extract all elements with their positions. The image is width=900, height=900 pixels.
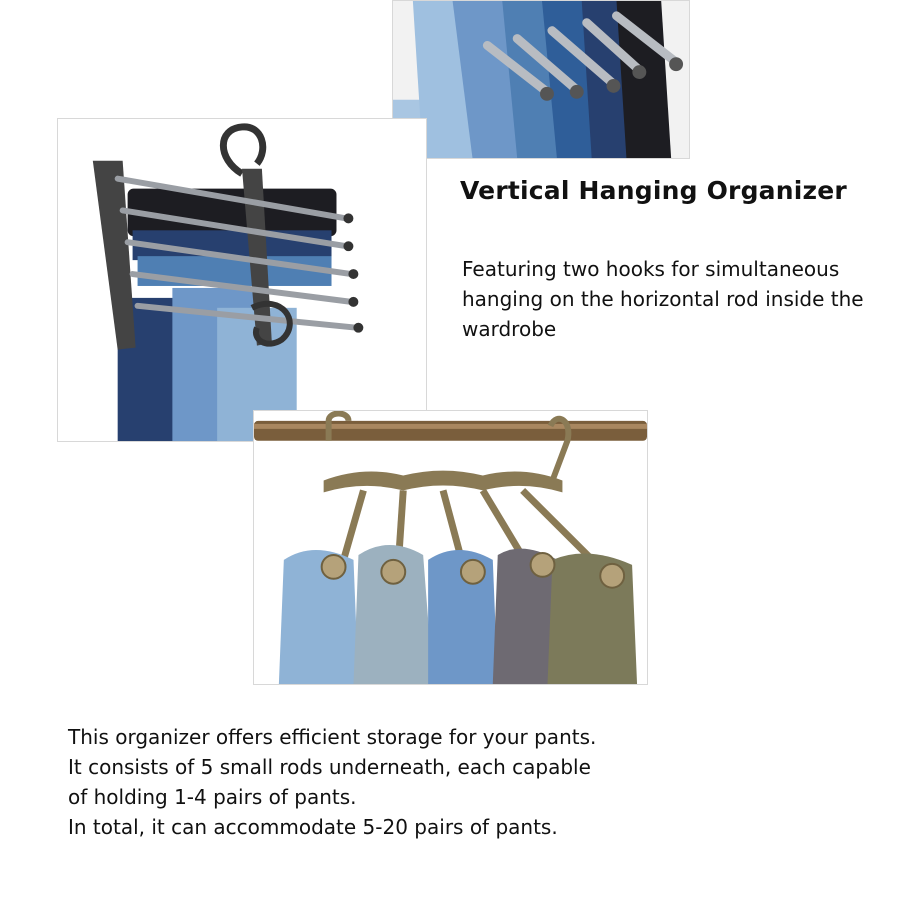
feature-description: Featuring two hooks for simultaneous hanging on the horizontal rod inside the wardrobe [462, 257, 864, 341]
product-photo-rods-closeup [392, 0, 690, 159]
product-photo-bronze-organizer-on-rod [253, 410, 648, 685]
product-title: Vertical Hanging Organizer [460, 176, 847, 205]
product-photo-hanger-with-pants [57, 118, 427, 442]
description-line-4: In total, it can accommodate 5-20 pairs of pants. [68, 815, 558, 839]
description-line-2: It consists of 5 small rods underneath, each capable [68, 755, 591, 779]
description-line-3: of holding 1-4 pairs of pants. [68, 785, 357, 809]
bronze-organizer-illustration [254, 411, 647, 684]
hanger-pants-illustration [58, 119, 426, 441]
product-description [68, 722, 768, 842]
rods-closeup-illustration [393, 1, 689, 158]
description-line-1: This organizer offers efficient storage for your pants. [68, 725, 597, 749]
